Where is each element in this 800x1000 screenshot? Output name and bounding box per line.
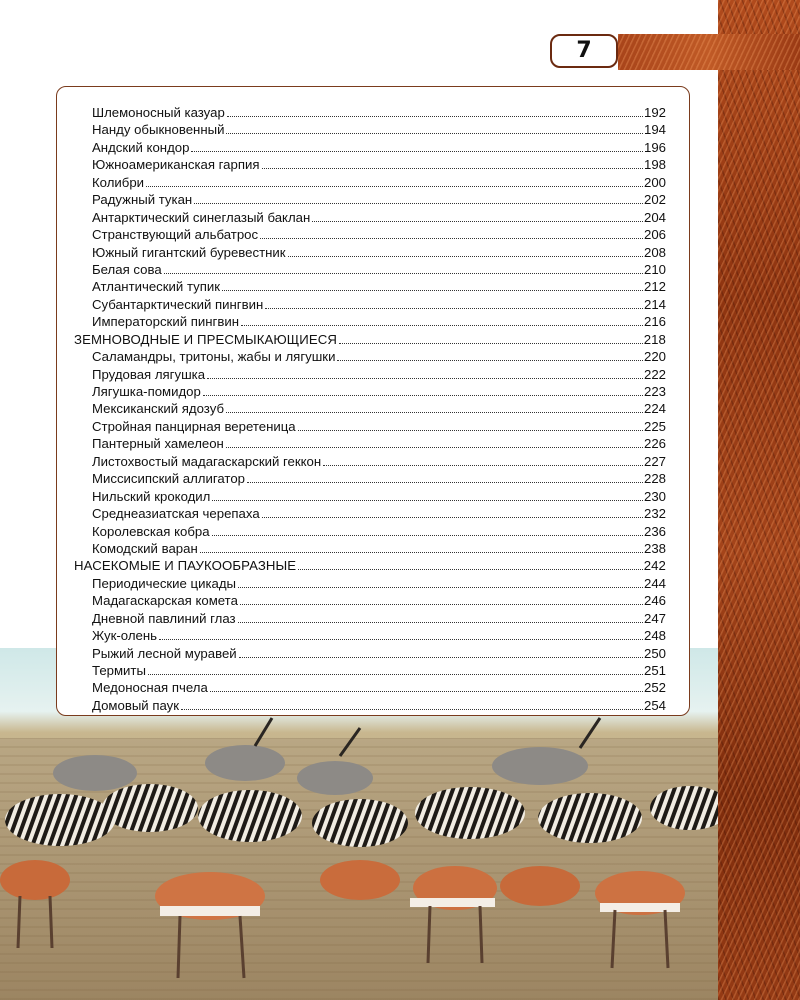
toc-entry-title: Шлемоносный казуар: [92, 105, 225, 120]
toc-entry-title: Атлантический тупик: [92, 279, 220, 295]
dot-leader: [323, 465, 643, 466]
toc-entry: [74, 296, 666, 313]
toc-entry-title: Нанду обыкновенный: [92, 122, 225, 138]
toc-entry-title: Субантарктический пингвин: [92, 296, 264, 312]
dot-leader: [247, 482, 643, 483]
toc-entry-title: Южноамериканская гарпия: [92, 157, 260, 173]
toc-entry-page: 247: [643, 610, 666, 626]
toc-entry-page: 252: [643, 680, 666, 696]
dot-leader: [238, 587, 643, 588]
toc-entry-title: Андский кондор: [92, 139, 190, 155]
toc-entry-page: 225: [643, 418, 666, 434]
toc-entry: [74, 540, 666, 557]
toc-entry: [74, 523, 666, 540]
dot-leader: [222, 290, 643, 291]
toc-entry: [74, 209, 666, 226]
toc-entry: [74, 453, 666, 470]
toc-entry-page: 198: [643, 157, 666, 173]
toc-entry: [74, 435, 666, 452]
dot-leader: [288, 256, 643, 257]
toc-entry-title: Саламандры, тритоны, жабы и лягушки: [92, 349, 336, 365]
toc-entry-title: Жук-олень: [92, 628, 158, 644]
toc-entry: [74, 104, 666, 121]
dot-leader: [240, 604, 643, 605]
toc-entry: [74, 697, 666, 714]
toc-entry-page: 228: [643, 471, 666, 487]
dot-leader: [298, 569, 642, 570]
dot-leader: [238, 622, 643, 623]
toc-entry-page: 248: [643, 628, 666, 644]
toc-entry: [74, 226, 666, 243]
toc-entry-title: Рыжий лесной муравей: [92, 645, 237, 661]
toc-entry: [74, 505, 666, 522]
dot-leader: [191, 151, 643, 152]
toc-entry: [74, 575, 666, 592]
toc-entry: [74, 679, 666, 696]
dot-leader: [212, 500, 643, 501]
oryx-group: [53, 718, 600, 795]
toc-section-heading: [74, 331, 666, 348]
toc-entry-title: Дневной павлиний глаз: [92, 610, 236, 626]
toc-entry: [74, 592, 666, 609]
toc-entry-title: Королевская кобра: [92, 523, 210, 539]
toc-entry-page: 223: [643, 384, 666, 399]
dot-leader: [210, 691, 643, 692]
dot-leader: [181, 709, 643, 710]
dot-leader: [262, 517, 643, 518]
dot-leader: [265, 308, 643, 309]
dot-leader: [146, 186, 643, 187]
toc-entry-page: 230: [643, 488, 666, 504]
dot-leader: [200, 552, 643, 553]
toc-entry: [74, 348, 666, 365]
dot-leader: [337, 360, 643, 361]
dot-leader: [203, 395, 643, 396]
toc-entry: [74, 139, 666, 156]
toc-entry: [74, 244, 666, 261]
toc-entry: [74, 645, 666, 662]
toc-entry-title: НАСЕКОМЫЕ И ПАУКООБРАЗНЫЕ: [74, 558, 297, 574]
fur-texture-border: [718, 0, 800, 1000]
toc-entry-page: 232: [643, 506, 666, 522]
dot-leader: [226, 447, 643, 448]
toc-entry-page: 194: [643, 122, 666, 138]
dot-leader: [312, 221, 643, 222]
toc-entry-title: Южный гигантский буревестник: [92, 244, 286, 260]
toc-entry-page: 216: [643, 314, 666, 330]
toc-entry-page: 246: [643, 593, 666, 609]
toc-entry-title: ЗЕМНОВОДНЫЕ И ПРЕСМЫКАЮЩИЕСЯ: [74, 331, 337, 347]
toc-entry-title: Листохвостый мадагаскарский геккон: [92, 453, 322, 469]
toc-entry-title: Антарктический синеглазый баклан: [92, 209, 311, 225]
toc-entry-page: 212: [643, 279, 666, 295]
toc-entry: [74, 278, 666, 295]
toc-entry-page: 192: [643, 105, 666, 120]
toc-entry: [74, 261, 666, 278]
dot-leader: [164, 273, 643, 274]
toc-entry: [74, 627, 666, 644]
dot-leader: [148, 674, 643, 675]
toc-entry: [74, 400, 666, 417]
toc-entry-title: Среднеазиатская черепаха: [92, 506, 260, 522]
toc-entry-title: Стройная панцирная веретеница: [92, 418, 296, 434]
dot-leader: [239, 657, 643, 658]
toc-entry-title: Лягушка-помидор: [92, 384, 201, 399]
dot-leader: [159, 639, 643, 640]
toc-entry: [74, 383, 666, 400]
dot-leader: [260, 238, 643, 239]
toc-section-heading: [74, 557, 666, 574]
toc-entry-title: Пантерный хамелеон: [92, 436, 224, 452]
toc-entry-page: 202: [643, 192, 666, 208]
dot-leader: [262, 168, 643, 169]
toc-entry: [74, 470, 666, 487]
toc-entry: [74, 662, 666, 679]
toc-entry: [74, 313, 666, 330]
toc-entry: [74, 418, 666, 435]
toc-entry-page: 220: [643, 349, 666, 365]
toc-entry-page: 227: [643, 453, 666, 469]
toc-entry: [74, 121, 666, 138]
toc-entry: [74, 191, 666, 208]
springbok-group: [0, 860, 685, 978]
toc-entry-title: Миссисипский аллигатор: [92, 471, 245, 487]
toc-entry-title: Мадагаскарская комета: [92, 593, 238, 609]
toc-entry-page: 214: [643, 296, 666, 312]
dot-leader: [226, 133, 643, 134]
toc-entry-page: 251: [643, 663, 666, 678]
toc-entry-page: 242: [643, 558, 666, 574]
dot-leader: [298, 430, 643, 431]
dot-leader: [212, 535, 643, 536]
toc-entry-page: 254: [643, 697, 666, 713]
toc-entry-page: 218: [643, 331, 666, 347]
zebra-group: [5, 784, 718, 847]
toc-entry-title: Медоносная пчела: [92, 680, 208, 696]
dot-leader: [226, 412, 643, 413]
toc-entry-title: Нильский крокодил: [92, 488, 211, 504]
toc-entry-title: Термиты: [92, 663, 146, 678]
toc-entry: [74, 366, 666, 383]
dot-leader: [241, 325, 643, 326]
toc-entry-page: 236: [643, 523, 666, 539]
toc-entry-title: Радужный тукан: [92, 192, 193, 208]
toc-entry-title: Периодические цикады: [92, 575, 237, 591]
toc-entry: [74, 174, 666, 191]
toc-entry-title: Домовый паук: [92, 697, 180, 713]
toc-entry-title: Мексиканский ядозуб: [92, 401, 224, 417]
toc-entry-title: Императорский пингвин: [92, 314, 239, 330]
toc-entry-page: 204: [643, 209, 666, 225]
toc-entry-page: 244: [643, 575, 666, 591]
toc-entry-page: 250: [643, 645, 666, 661]
toc-entry-title: Странствующий альбатрос: [92, 227, 259, 243]
table-of-contents: [74, 104, 666, 714]
toc-entry-page: 208: [643, 244, 666, 260]
toc-entry-page: 200: [643, 174, 666, 190]
page-number: 7: [550, 34, 618, 68]
toc-entry-title: Колибри: [92, 174, 145, 190]
dot-leader: [194, 203, 643, 204]
toc-entry-title: Комодский варан: [92, 540, 198, 556]
dot-leader: [339, 343, 643, 344]
toc-entry: [74, 488, 666, 505]
toc-entry: [74, 610, 666, 627]
fur-header-strip: [618, 34, 800, 70]
toc-entry-page: 210: [643, 261, 666, 277]
toc-entry-title: Белая сова: [92, 261, 162, 277]
toc-entry-page: 238: [643, 540, 666, 556]
toc-entry-page: 226: [643, 436, 666, 452]
dot-leader: [227, 116, 643, 117]
dot-leader: [207, 378, 643, 379]
toc-entry-title: Прудовая лягушка: [92, 366, 206, 382]
toc-entry-page: 222: [643, 366, 666, 382]
toc-entry-page: 224: [643, 401, 666, 417]
toc-entry: [74, 156, 666, 173]
toc-entry-page: 206: [643, 227, 666, 243]
toc-entry-page: 196: [643, 139, 666, 155]
